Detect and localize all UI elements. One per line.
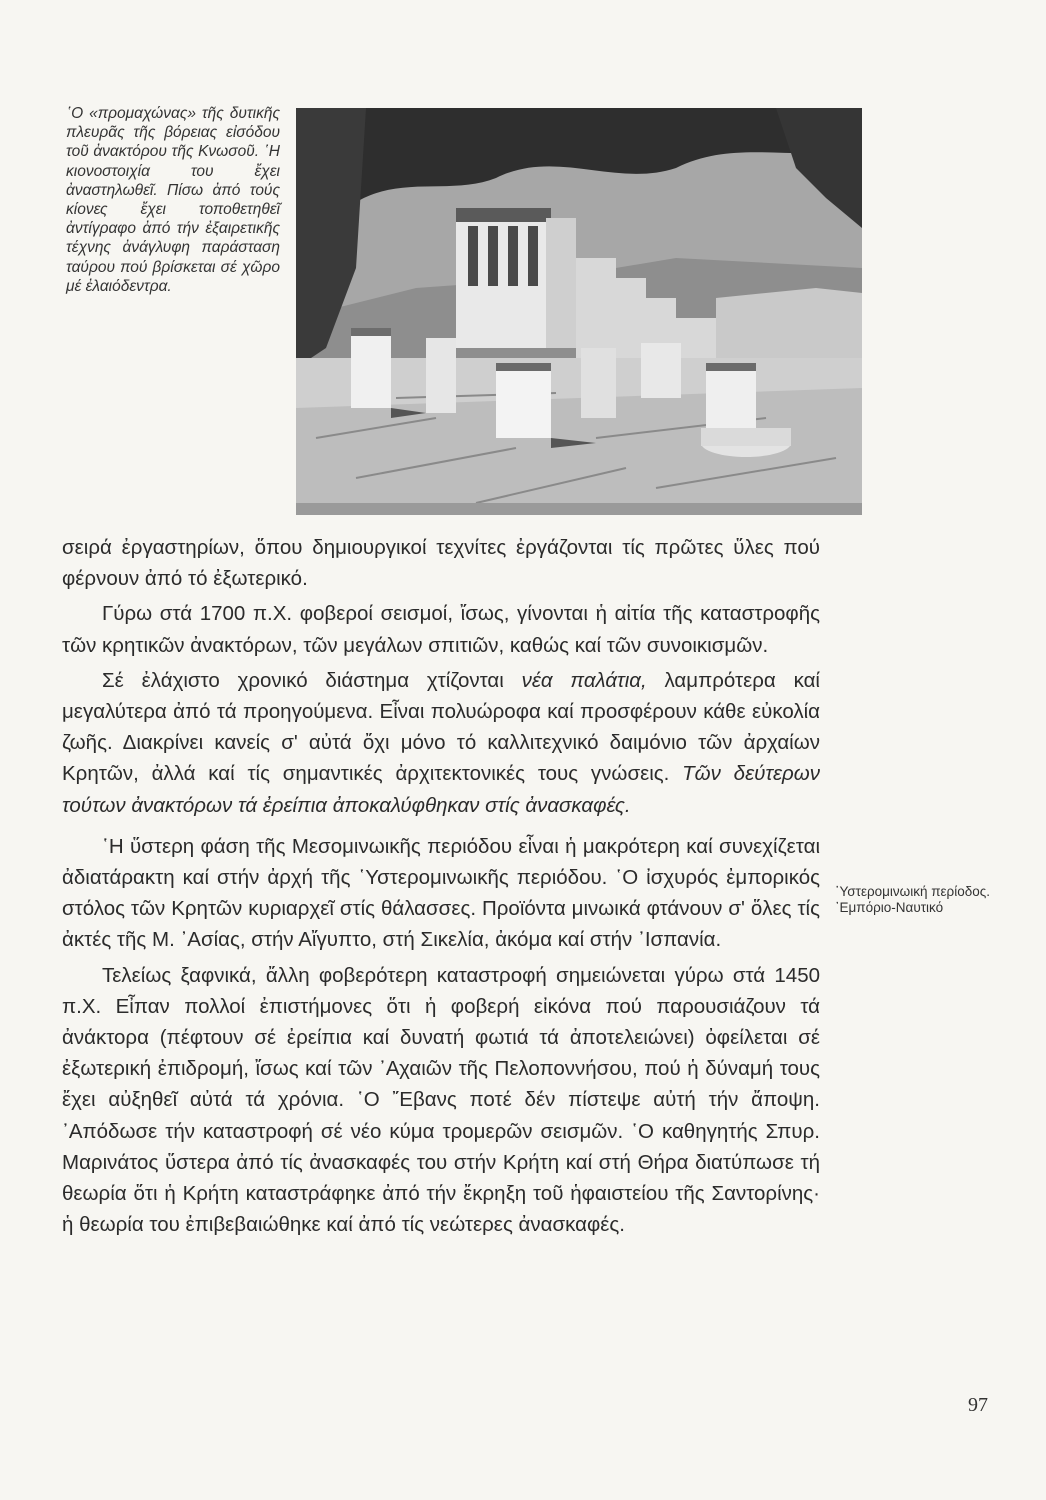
paragraph-3-part-c: λαμπρότερα καί μεγαλύτερα ἀπό τά προηγούμενα. Εἶναι πολυώροφα καί προσφέρουν κάθε εὐκολία ζωῆς. Διακρίνει κανείς σ' αὐτά ὄχι μόνο τό καλλιτεχνικό δαιμόνιο τῶν ἀρχαίων Κρητῶν, ἀλλά καί τίς σημαντικές ἀρχιτεκτονικές τους γνώσεις.	[62, 668, 820, 786]
paragraph-3	[62, 665, 820, 821]
margin-note-line-1: ῾Υστερομινωική περίοδος.	[835, 884, 991, 899]
paragraph-3-part-a: Σέ ἐλάχιστο χρονικό διάστημα χτίζονται	[102, 668, 522, 692]
margin-note	[835, 884, 1005, 916]
photo-caption: ῾Ο «προμαχώνας» τῆς δυτικῆς πλευρᾶς τῆς βόρειας εἰσόδου τοῦ ἀνακτόρου τῆς Κνωσοῦ. ῾Η κιονοστοιχία του ἔχει ἀναστηλωθεῖ. Πίσω ἀπό τούς κίονες ἔχει τοποθετηθεῖ ἀντίγραφο ἀπό τήν ἐξαιρετικῆς τέχνης ἀνάγλυφη παράσταση ταύρου πού βρίσκεται σέ χῶρο μέ ἐλαιόδεντρα.	[66, 105, 280, 295]
margin-note-line-2: ᾿Εμπόριο-Ναυτικό	[835, 900, 944, 915]
paragraph-5: Τελείως ξαφνικά, ἄλλη φοβερότερη καταστροφή σημειώνεται γύρω στά 1450 π.Χ. Εἶπαν πολλοί ἐπιστήμονες ὅτι ἡ φοβερή εἰκόνα πού παρουσιάζουν τά ἀνάκτορα (πέφτουν σέ ἐρείπια καί δυνατή φωτιά τά ἀποτελειώνει) ὀφείλεται σέ ἐξωτερική ἐπιδρομή, ἴσως καί τῶν ᾿Αχαιῶν τῆς Πελοποννήσου, πού ἡ δύναμή τους ἔχει αὐξηθεῖ αὐτά τά χρόνια. ῾Ο ῎Εβανς ποτέ δέν πίστεψε αὐτή τήν ἄποψη. ᾿Απόδωσε τήν καταστροφή σέ νέο κύμα τρομερῶν σεισμῶν. ῾Ο καθηγητής Σπυρ. Μαρινάτος ὕστερα ἀπό τίς ἀνασκαφές του στήν Κρήτη καί στή Θήρα διατύπωσε τή θεωρία ὅτι ἡ Κρήτη καταστράφηκε ἀπό τήν ἔκρηξη τοῦ ἡφαιστείου τῆς Σαντορίνης· ἡ θεωρία του ἐπιβεβαιώθηκε καί ἀπό τίς νεώτερες ἀνασκαφές.	[62, 963, 820, 1237]
knossos-photo	[296, 108, 862, 515]
main-text	[62, 532, 820, 1240]
paragraph-2: Γύρω στά 1700 π.Χ. φοβεροί σεισμοί, ἴσως, γίνονται ἡ αἰτία τῆς καταστροφῆς τῶν κρητικῶν ἀνακτόρων, τῶν μεγάλων σπιτιῶν, καθώς καί τῶν συνοικισμῶν.	[62, 602, 820, 657]
paragraph-3-italic-ruins: Τῶν δεύτερων τούτων ἀνακτόρων τά ἐρείπια ἀποκαλύφθηκαν στίς ἀνασκαφές.	[62, 762, 820, 817]
paragraph-4: ῾Η ὕστερη φάση τῆς Μεσομινωικῆς περιόδου εἶναι ἡ μακρότερη καί συνεχίζεται ἀδιατάρακτη καί στήν ἀρχή τῆς ῾Υστερομινωικῆς περιόδου. ῾Ο ἰσχυρός ἐμπορικός στόλος τῶν Κρητῶν κυριαρχεῖ στίς θάλασσες. Προϊόντα μινωικά φτάνουν σ' ὅλες τίς ἀκτές τῆς Μ. ᾿Ασίας, στήν Αἴγυπτο, στή Σικελία, ἀκόμα καί στήν ᾿Ισπανία.	[62, 834, 820, 952]
page-number: 97	[968, 1394, 988, 1416]
knossos-ruins-image	[296, 108, 862, 515]
paragraph-3-italic-new-palaces: νέα παλάτια,	[521, 668, 647, 692]
paragraph-1: σειρά ἐργαστηρίων, ὅπου δημιουργικοί τεχνίτες ἐργάζονται τίς πρῶτες ὕλες πού φέρνουν ἀπό τό ἐξωτερικό.	[62, 536, 820, 591]
